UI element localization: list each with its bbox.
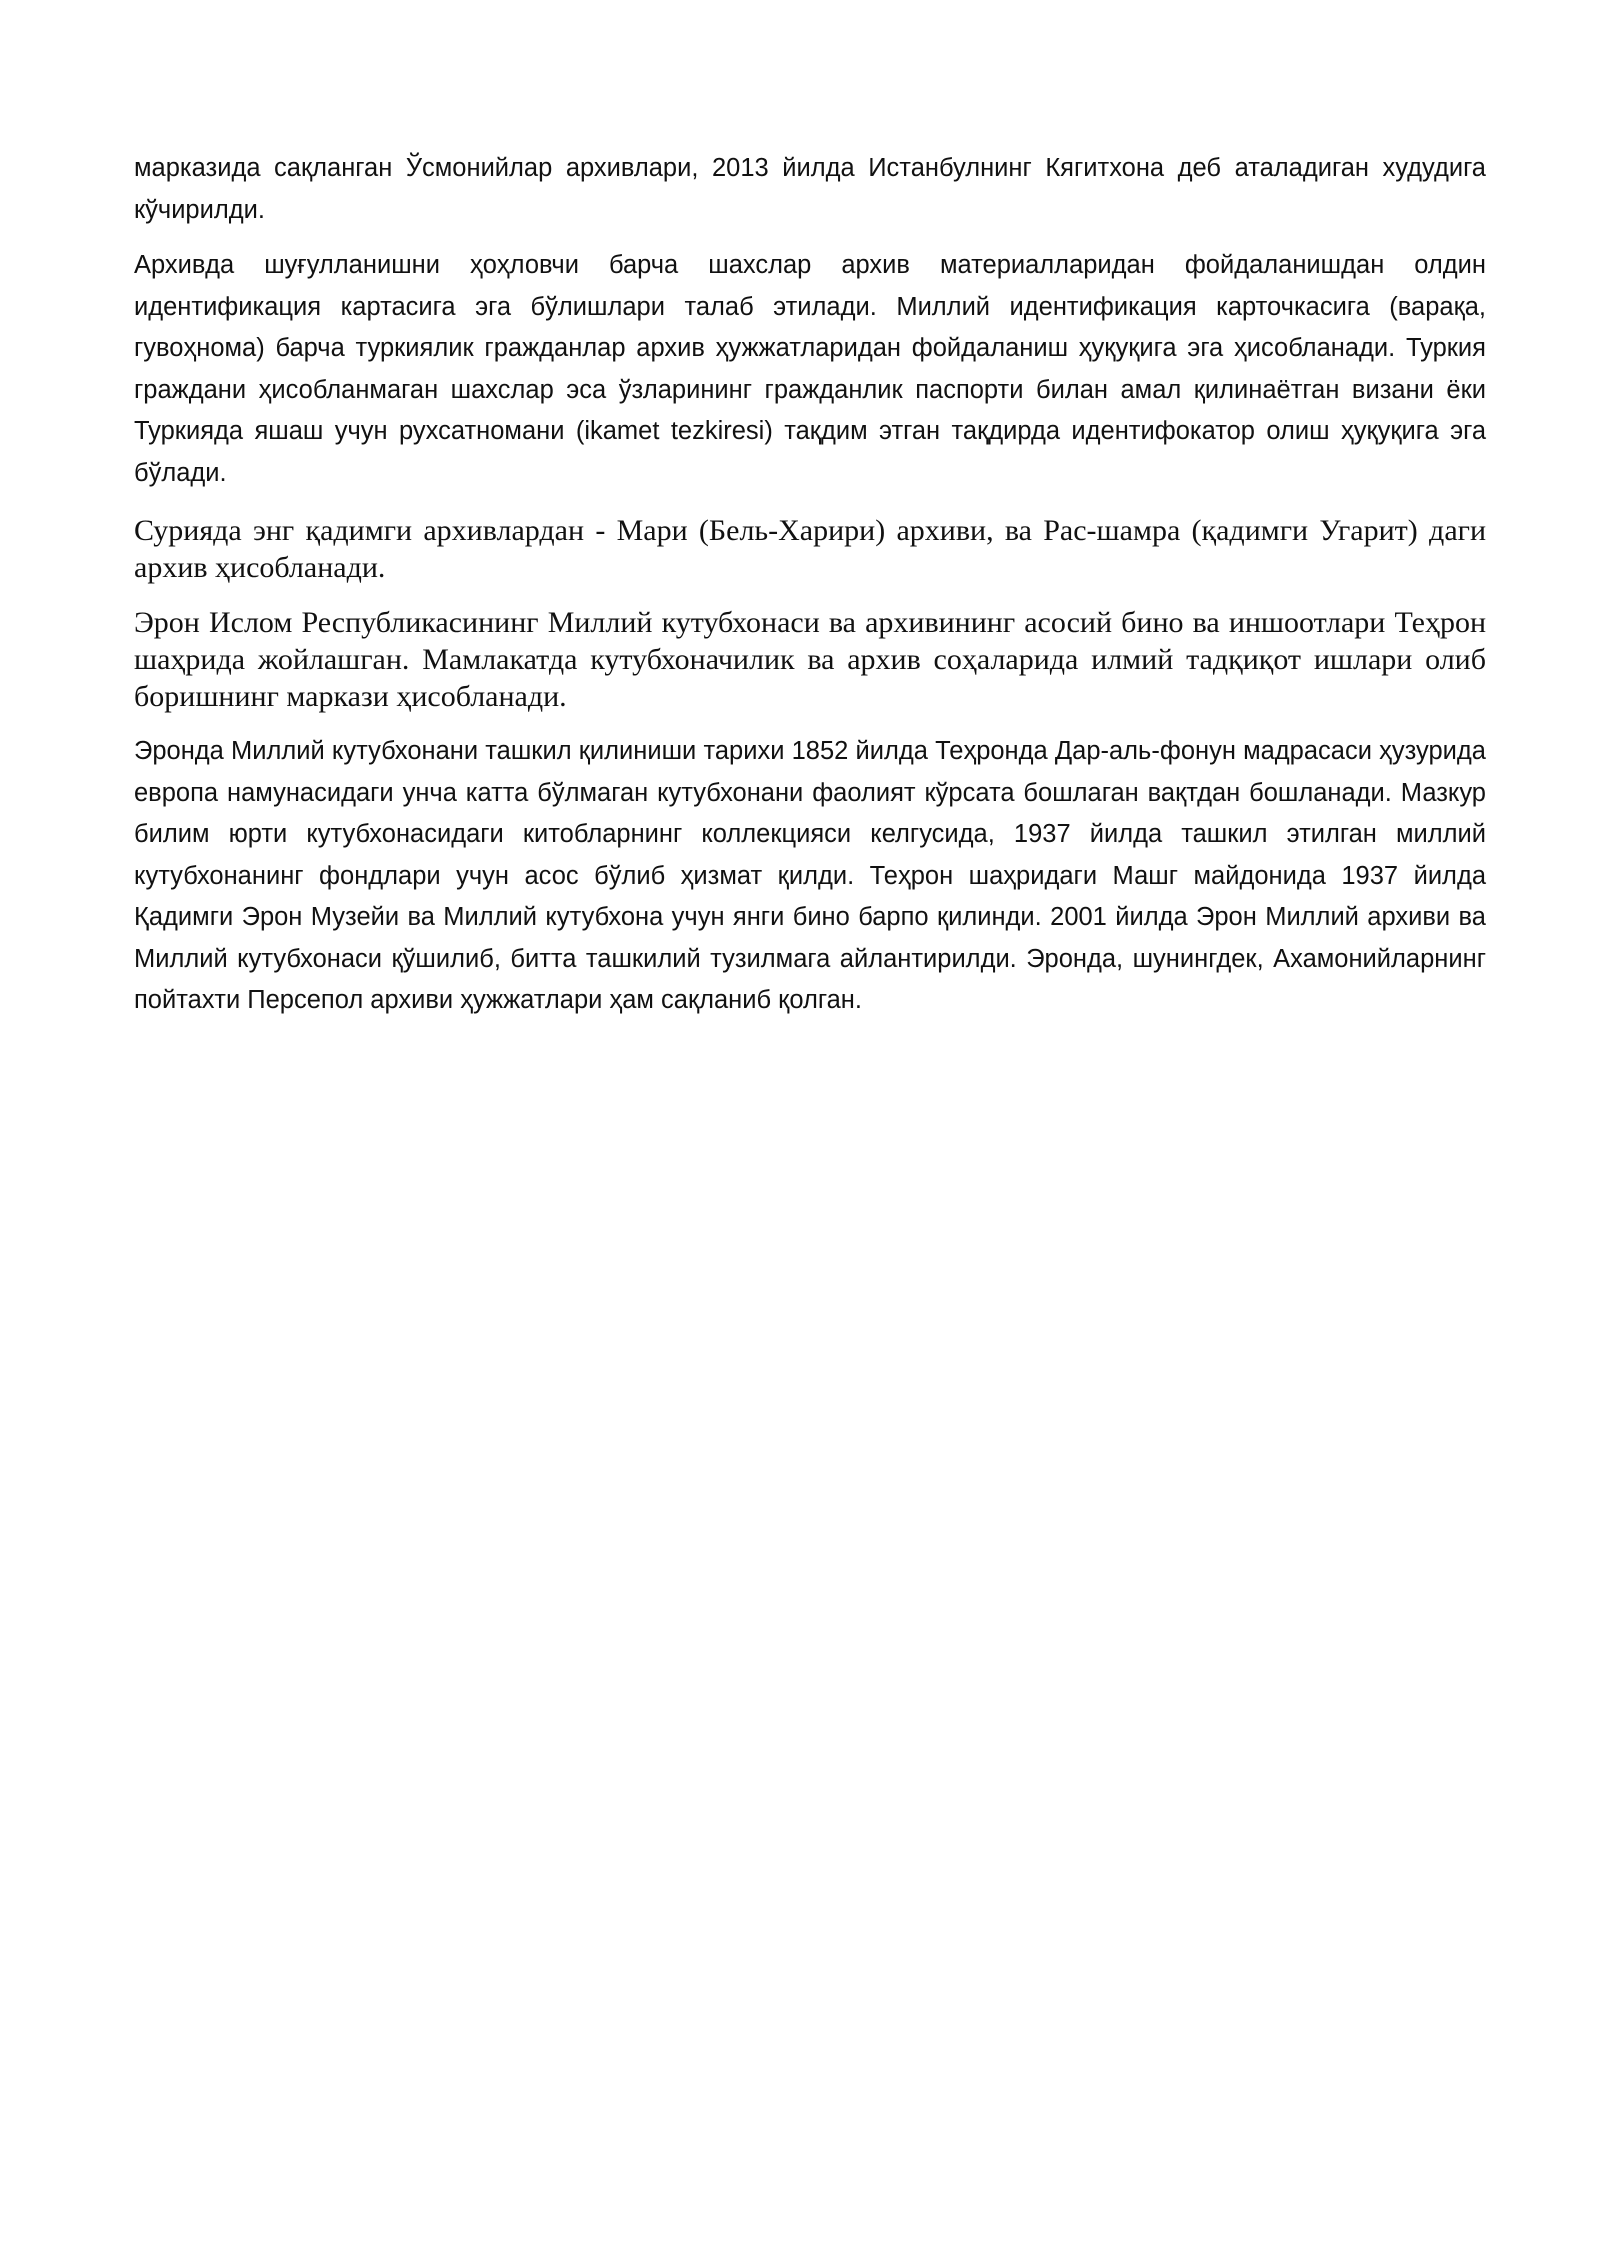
paragraph-iran-national-library: Эрон Ислом Республикасининг Миллий кутубхонаси ва архивининг асосий бино ва иншоотлари Теҳрон шаҳрида жойлашган. Мамлакатда кутубхоначилик ва архив соҳаларида илмий тадқиқот ишлари олиб боришнинг маркази ҳисобланади. (134, 606, 1486, 713)
paragraph-syria-archives: Сурияда энг қадимги архивлардан - Мари (Бель-Харири) архиви, ва Рас-шамра (қадимги Угарит) даги архив ҳисобланади. (134, 514, 1486, 584)
paragraph-ottoman-archives: марказида сақланган Ўсмонийлар архивлари, 2013 йилда Истанбулнинг Кягитхона деб аталадиган худудига кўчирилди. (134, 154, 1486, 224)
document-body (134, 148, 1486, 1022)
paragraph-iran-library-history: Эронда Миллий кутубхонани ташкил қилиниши тарихи 1852 йилда Теҳронда Дар-аль-фонун мадрасаси ҳузурида европа намунасидаги унча катта бўлмаган кутубхонани фаолият кўрсата бошлаган вақтдан бошланади. Мазкур билим юрти кутубхонасидаги китобларнинг коллекцияси келгусида, 1937 йилда ташкил этилган миллий кутубхонанинг фондлари учун асос бўлиб ҳизмат қилди. Теҳрон шаҳридаги Машг майдонида 1937 йилда Қадимги Эрон Музейи ва Миллий кутубхона учун янги бино барпо қилинди. 2001 йилда Эрон Миллий архиви ва Миллий кутубхонаси қўшилиб, битта ташкилий тузилмага айлантирилди. Эронда, шунингдек, Ахамонийларнинг пойтахти Персепол архиви ҳужжатлари ҳам сақланиб қолган. (134, 737, 1486, 1014)
paragraph-archive-access: Архивда шуғулланишни ҳоҳловчи барча шахслар архив материалларидан фойдаланишдан олдин идентификация картасига эга бўлишлари талаб этилади. Миллий идентификация карточкасига (варақа, гувоҳнома) барча туркиялик гражданлар архив ҳужжатларидан фойдаланиш ҳуқуқига эга ҳисобланади. Туркия граждани ҳисобланмаган шахслар эса ўзларининг гражданлик паспорти билан амал қилинаётган визани ёки Туркияда яшаш учун рухсатномани (ikamet tezkiresi) тақдим этган тақдирда идентифокатор олиш ҳуқуқига эга бўлади. (134, 251, 1486, 487)
